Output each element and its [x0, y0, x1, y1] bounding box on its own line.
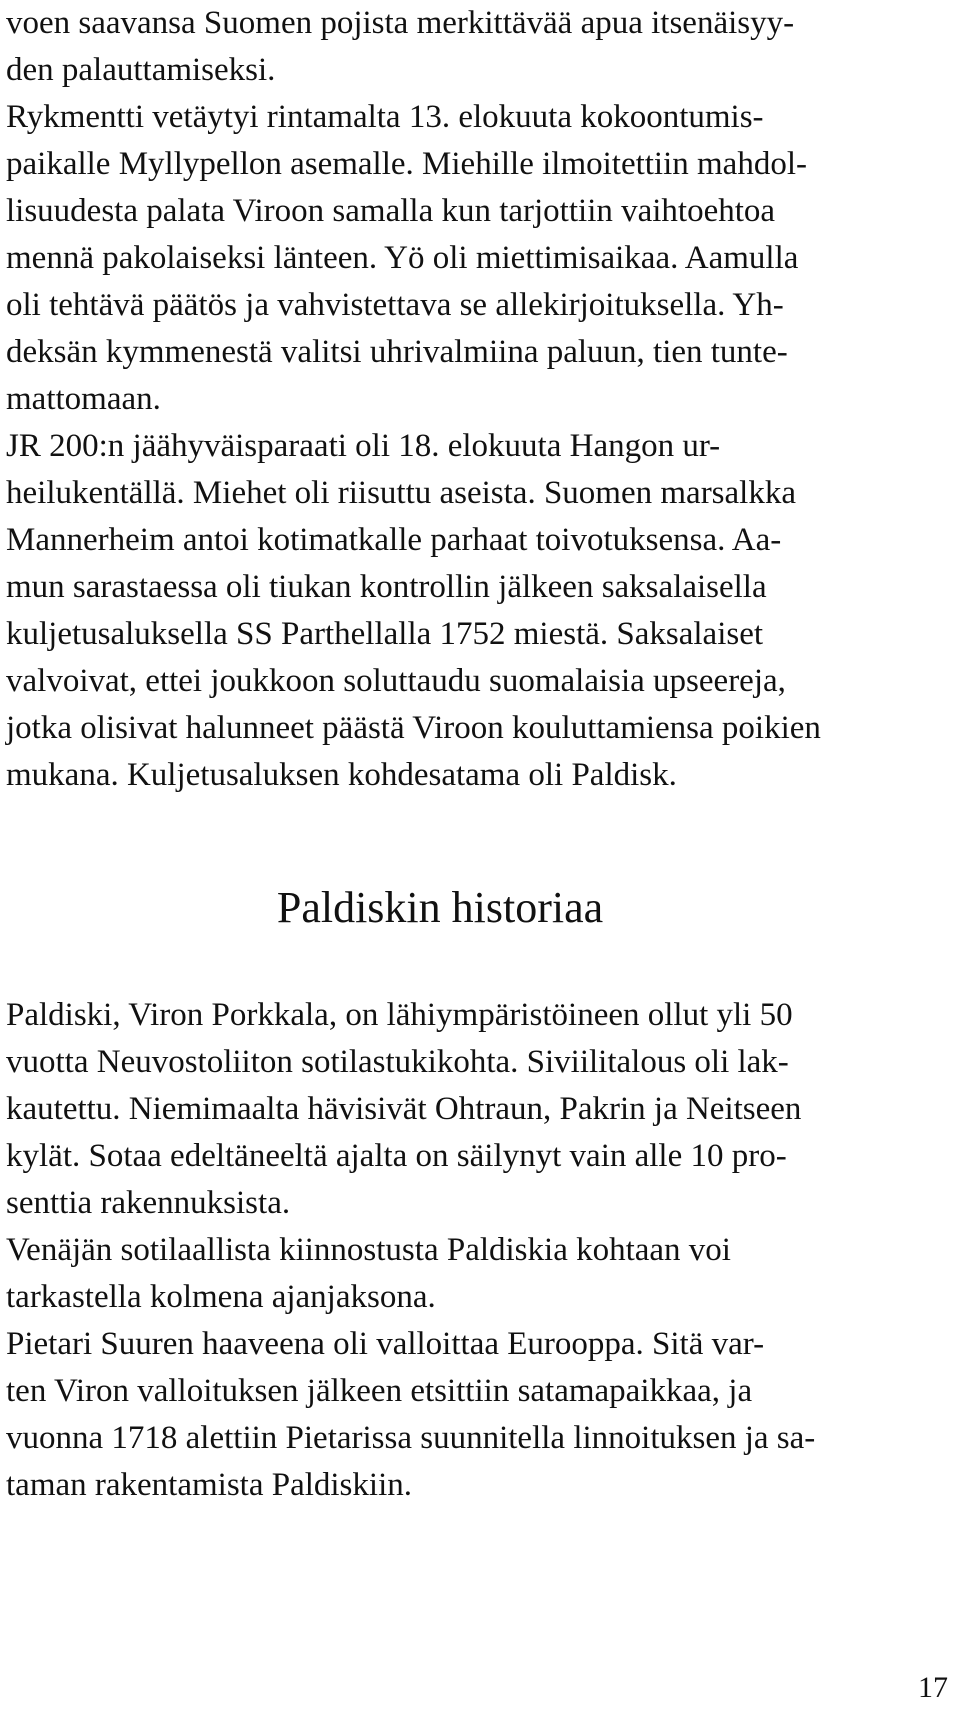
text-line: mun sarastaessa oli tiukan kontrollin jälkeen saksalaisella	[6, 569, 767, 605]
text-line: Venäjän sotilaallista kiinnostusta Paldiskia kohtaan voi	[6, 1232, 731, 1268]
body-text-top	[6, 0, 916, 799]
text-line: Pietari Suuren haaveena oli valloittaa Eurooppa. Sitä var-	[6, 1326, 765, 1362]
text-line: paikalle Myllypellon asemalle. Miehille ilmoitettiin mahdol-	[6, 146, 807, 182]
page-number: 17	[918, 1671, 948, 1704]
text-line: valvoivat, ettei joukkoon soluttaudu suomalaisia upseereja,	[6, 663, 786, 699]
text-line: ten Viron valloituksen jälkeen etsittiin satamapaikkaa, ja	[6, 1373, 753, 1409]
text-line: kylät. Sotaa edeltäneeltä ajalta on säilynyt vain alle 10 pro-	[6, 1138, 787, 1174]
text-line: oli tehtävä päätös ja vahvistettava se allekirjoituksella. Yh-	[6, 287, 784, 323]
text-line: deksän kymmenestä valitsi uhrivalmiina paluun, tien tunte-	[6, 334, 788, 370]
text-line: mennä pakolaiseksi länteen. Yö oli miettimisaikaa. Aamulla	[6, 240, 799, 276]
text-line: jotka olisivat halunneet päästä Viroon kouluttamiensa poikien	[6, 710, 821, 746]
text-line: voen saavansa Suomen pojista merkittävää apua itsenäisyy-	[6, 5, 795, 41]
text-line: den palauttamiseksi.	[6, 52, 276, 88]
text-line: kautettu. Niemimaalta hävisivät Ohtraun, Pakrin ja Neitseen	[6, 1091, 802, 1127]
text-line: mattomaan.	[6, 381, 161, 417]
text-line: heilukentällä. Miehet oli riisuttu aseista. Suomen marsalkka	[6, 475, 796, 511]
text-line: vuonna 1718 alettiin Pietarissa suunnitella linnoituksen ja sa-	[6, 1420, 816, 1456]
section-heading: Paldiskin historiaa	[276, 883, 604, 932]
text-line: JR 200:n jäähyväisparaati oli 18. elokuuta Hangon ur-	[6, 428, 721, 464]
text-line: kuljetusaluksella SS Parthellalla 1752 miestä. Saksalaiset	[6, 616, 764, 652]
text-line: mukana. Kuljetusaluksen kohdesatama oli Paldisk.	[6, 757, 677, 793]
text-line: taman rakentamista Paldiskiin.	[6, 1467, 412, 1503]
text-line: senttia rakennuksista.	[6, 1185, 291, 1221]
body-text-bottom	[6, 992, 916, 1509]
text-line: Mannerheim antoi kotimatkalle parhaat toivotuksensa. Aa-	[6, 522, 782, 558]
text-line: tarkastella kolmena ajanjaksona.	[6, 1279, 436, 1315]
text-line: lisuudesta palata Viroon samalla kun tarjottiin vaihtoehtoa	[6, 193, 776, 229]
text-line: Paldiski, Viron Porkkala, on lähiympäristöineen ollut yli 50	[6, 997, 793, 1033]
text-line: Rykmentti vetäytyi rintamalta 13. elokuuta kokoontumis-	[6, 99, 764, 135]
text-line: vuotta Neuvostoliiton sotilastukikohta. Siviilitalous oli lak-	[6, 1044, 789, 1080]
